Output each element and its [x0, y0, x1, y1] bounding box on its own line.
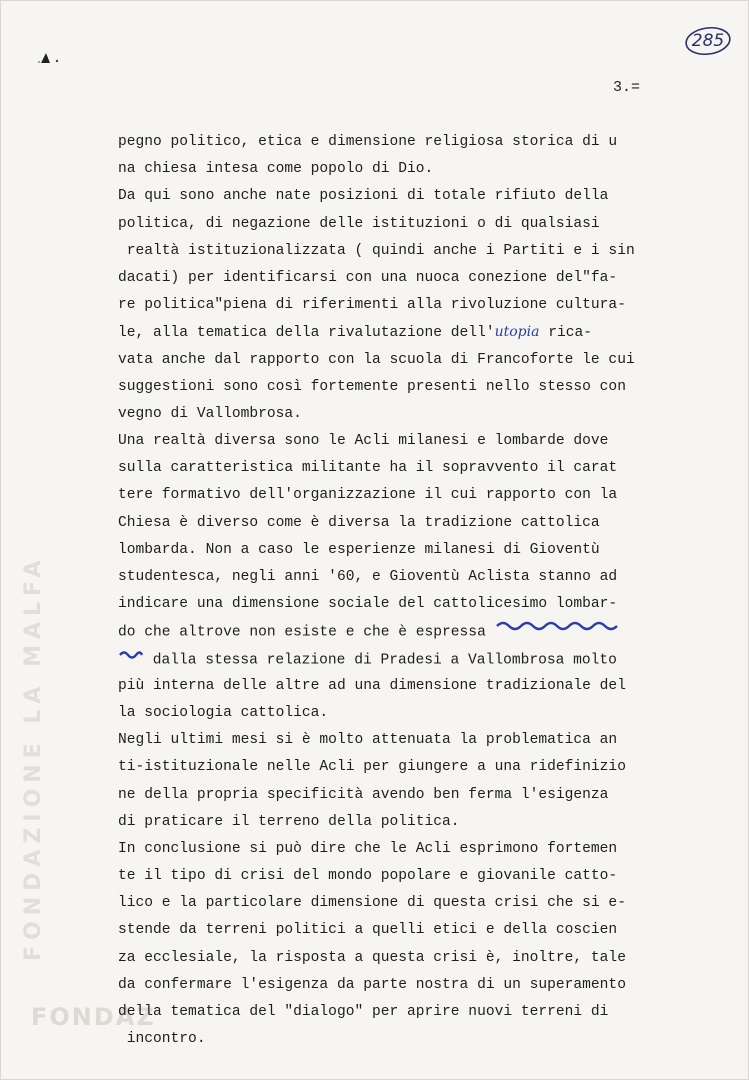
- text-line: vata anche dal rapporto con la scuola di Francoforte le cui: [118, 351, 635, 368]
- text-line: tere formativo dell'organizzazione il cui rapporto con la: [118, 487, 618, 504]
- text-line: Una realtà diversa sono le Acli milanesi e lombarde dove: [118, 433, 609, 450]
- text-line: dacati) per identificarsi con una nuoca conezione del"fa-: [118, 269, 618, 286]
- text-line: ti-istituzionale nelle Acli per giungere a una ridefinizio: [118, 759, 626, 776]
- text-segment: le, alla tematica della rivalutazione dell': [118, 325, 495, 342]
- text-line: [118, 646, 678, 673]
- text-segment: rica-: [539, 325, 592, 342]
- text-line: In conclusione si può dire che le Acli esprimono fortemen: [118, 840, 618, 857]
- text-line: studentesca, negli anni '60, e Gioventù Aclista stanno ad: [118, 569, 618, 585]
- text-segment: do che altrove non esiste e che è espressa: [118, 624, 495, 641]
- text-line: ne della propria specificità avendo ben ferma l'esigenza: [118, 786, 609, 803]
- archive-watermark-side: FONDAZIONE LA MALFA: [21, 554, 46, 961]
- text-line: della tematica del "dialogo" per aprire nuovi terreni di: [118, 1004, 609, 1020]
- text-line: indicare una dimensione sociale del cattolicesimo lombar-: [118, 596, 618, 613]
- text-line: Negli ultimi mesi si è molto attenuata la problematica an: [118, 732, 618, 749]
- text-line: più interna delle altre ad una dimensione tradizionale del: [118, 677, 626, 694]
- text-line: stende da terreni politici a quelli etici e della coscien: [118, 922, 618, 939]
- handwritten-strikethrough: [495, 618, 625, 645]
- text-line: da confermare l'esigenza da parte nostra di un superamento: [118, 976, 626, 993]
- text-line: suggestioni sono così fortemente presenti nello stesso con: [118, 378, 626, 395]
- text-line: re politica"piena di riferimenti alla rivoluzione cultura-: [118, 297, 626, 314]
- text-line-with-strike: [118, 618, 678, 645]
- text-line: di praticare il terreno della politica.: [118, 813, 460, 830]
- page-number: 3.=: [613, 79, 641, 96]
- handwritten-insert: utopia: [494, 324, 540, 341]
- text-line: la sociologia cattolica.: [118, 704, 329, 721]
- text-line: te il tipo di crisi del mondo popolare e giovanile catto-: [118, 868, 618, 885]
- text-line-with-insert: [118, 319, 678, 346]
- text-line: politica, di negazione delle istituzioni o di qualsiasi: [118, 215, 600, 232]
- text-line: za ecclesiale, la risposta a questa crisi è, inoltre, tale: [118, 949, 626, 966]
- text-line: Da qui sono anche nate posizioni di totale rifiuto della: [118, 188, 609, 205]
- text-line: incontro.: [118, 1031, 206, 1048]
- archive-watermark-bottom: FONDAZ: [31, 1003, 156, 1031]
- text-line: realtà istituzionalizzata ( quindi anche i Partiti e i sin: [118, 242, 635, 259]
- text-line: na chiesa intesa come popolo di Dio.: [118, 161, 434, 178]
- document-body: [118, 129, 678, 1053]
- handwritten-strikethrough: [118, 646, 144, 673]
- text-segment: dalla stessa relazione di Pradesi a Vallombrosa molto: [152, 652, 617, 669]
- archive-stamp-number: 285: [684, 25, 732, 57]
- text-line: vegno di Vallombrosa.: [118, 405, 302, 422]
- text-line: lombarda. Non a caso le esperienze milanesi di Gioventù: [118, 541, 600, 558]
- text-line: sulla caratteristica militante ha il sopravvento il carat: [118, 460, 618, 477]
- text-line: Chiesa è diverso come è diversa la tradizione cattolica: [118, 514, 600, 531]
- text-line: pegno politico, etica e dimensione religiosa storica di u: [118, 134, 618, 150]
- text-line: lico e la particolare dimensione di questa crisi che si e-: [118, 895, 626, 912]
